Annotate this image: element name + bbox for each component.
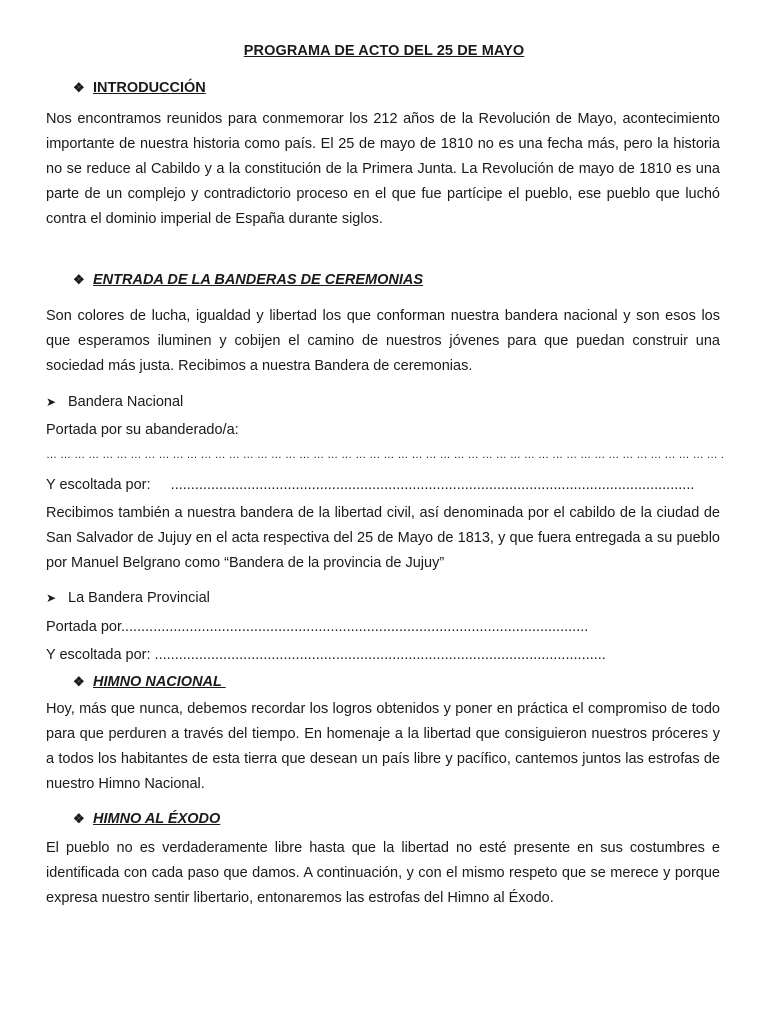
diamond-bullet-icon: ❖ — [73, 80, 85, 95]
anthem-paragraph: Hoy, más que nunca, debemos recordar los logros obtenidos y poner en práctica el compromiso de todo para que perduren a través del tiempo. En homenaje a la libertad que consiguieron nuestros próceres y a todos los habitantes de esta tierra que desean un país libre y pacífico, cantemos juntos las estrofas de nuestro Himno Nacional. — [46, 701, 720, 792]
section-heading-intro: ❖ INTRODUCCIÓN — [73, 80, 206, 96]
national-escort-line: Y escoltada por: .................................................................................................................................. — [46, 477, 695, 493]
national-flag-item: ➤ Bandera Nacional — [46, 394, 184, 410]
provincial-escort-line: Y escoltada por: ................................................................................................................ — [46, 647, 606, 663]
intro-paragraph: Nos encontramos reunidos para conmemorar los 212 años de la Revolución de Mayo, acontecimiento importante de nuestra historia como país. El 25 de mayo de 1810 no es una fecha más, pero la historia no se reduce al Cabildo y a la constitución de la Primera Junta. La Revolución de mayo de 1810 es una parte de un complejo y contradictorio proceso en el que fue partícipe el pueblo, ese pueblo que luchó contra el dominio imperial de España durante siglos. — [46, 111, 720, 227]
section-heading-exodus: ❖ HIMNO AL ÉXODO — [73, 811, 221, 827]
diamond-bullet-icon: ❖ — [73, 272, 85, 287]
arrow-bullet-icon: ➤ — [46, 395, 57, 409]
section-heading-flags: ❖ ENTRADA DE LA BANDERAS DE CEREMONIAS — [73, 272, 424, 288]
exodus-paragraph: El pueblo no es verdaderamente libre hasta que la libertad no esté presente en sus costumbres e identificada con cada paso que damos. A continuación, y con el mismo respeto que se merece y porque expresa nuestro sentir libertario, entonaremos las estrofas del Himno al Éxodo. — [46, 840, 720, 906]
section-heading-anthem: ❖ HIMNO NACIONAL — [73, 674, 226, 690]
national-carried-dots: … … … … … … … … … … … … … … … … … … … … … … … … … … … … … … … … … … … … … … … … … … … … … … … … . — [46, 449, 724, 461]
civil-flag-paragraph: Recibimos también a nuestra bandera de la libertad civil, así denominada por el cabildo de la ciudad de San Salvador de Jujuy en el acta respectiva del 25 de Mayo de 1813, y que fuera entregada a su pueblo por Manuel Belgrano como “Bandera de la provincia de Jujuy” — [46, 505, 720, 571]
document-title: PROGRAMA DE ACTO DEL 25 DE MAYO — [243, 43, 525, 59]
flags-paragraph: Son colores de lucha, igualdad y libertad los que conforman nuestra bandera nacional y son esos los que esperamos iluminen y cobijen el camino de nuestros jóvenes para que puedan construir una sociedad más justa. Recibimos a nuestra Bandera de ceremonias. — [46, 308, 720, 374]
arrow-bullet-icon: ➤ — [46, 591, 57, 605]
diamond-bullet-icon: ❖ — [73, 811, 85, 826]
provincial-flag-item: ➤ La Bandera Provincial — [46, 590, 210, 606]
provincial-carried-line: Portada por.................................................................................................................... — [46, 619, 589, 635]
diamond-bullet-icon: ❖ — [73, 674, 85, 689]
national-carried-label: Portada por su abanderado/a: — [46, 422, 239, 438]
